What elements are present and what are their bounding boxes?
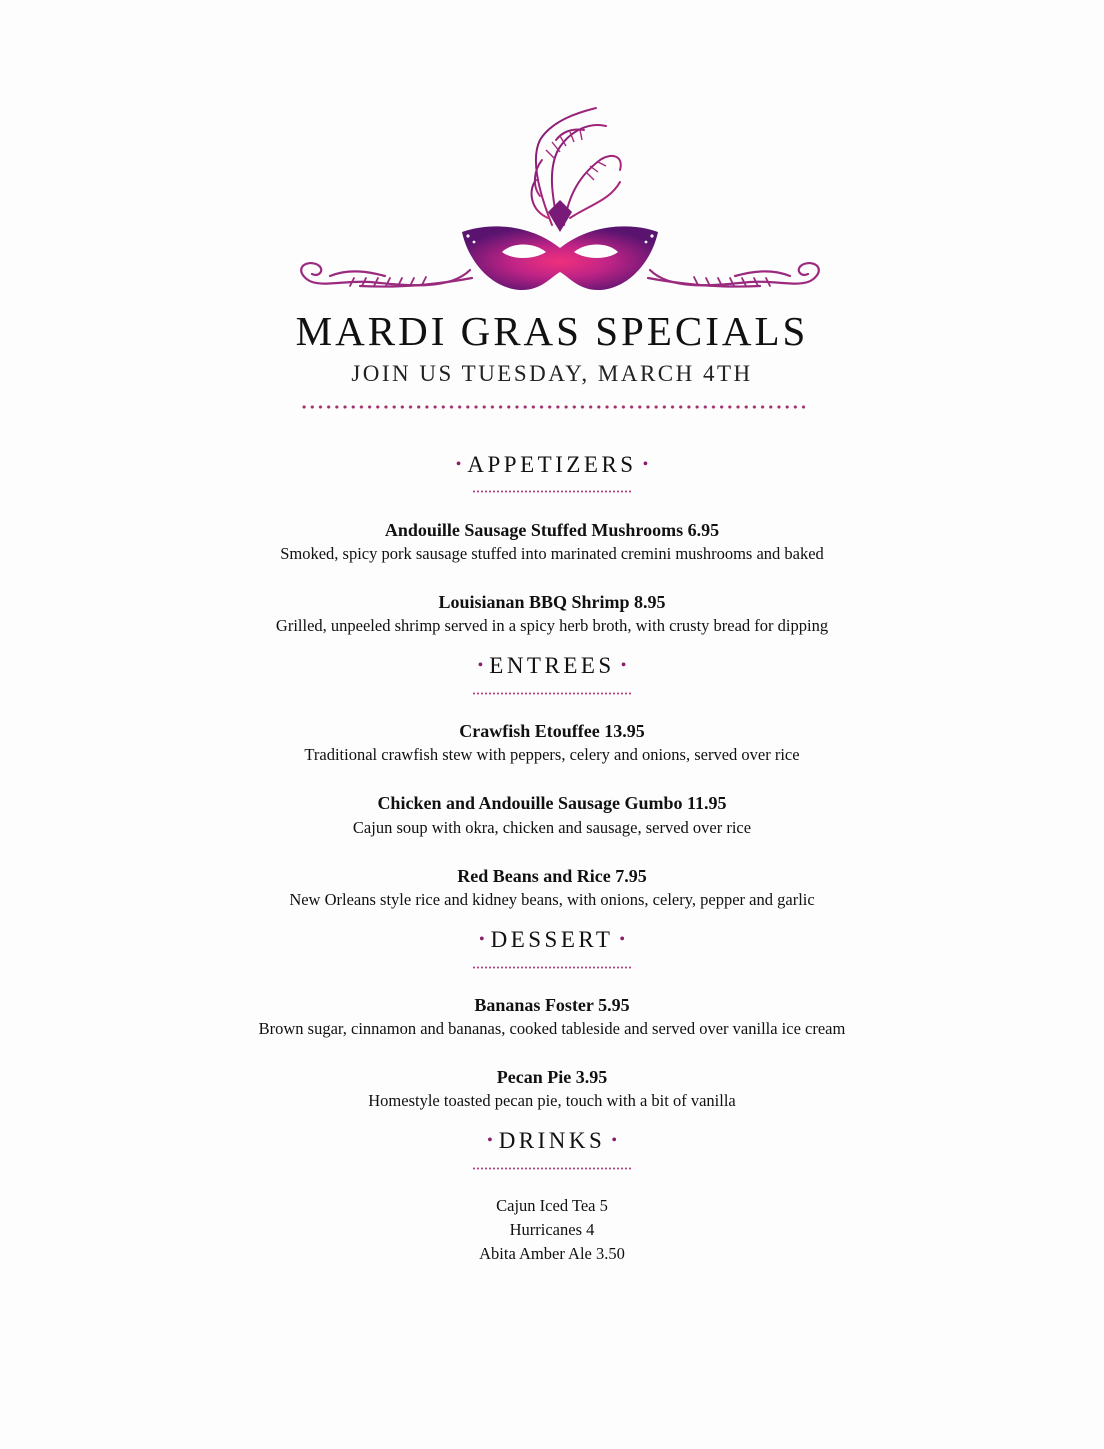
menu-item-desc: New Orleans style rice and kidney beans, with onions, celery, pepper and garlic [289, 890, 815, 909]
menu-item-name: Chicken and Andouille Sausage Gumbo 11.95 [377, 793, 727, 813]
section-title-appetizers: • APPETIZERS • [0, 450, 1104, 480]
menu-item-desc: Smoked, spicy pork sausage stuffed into marinated cremini mushrooms and baked [280, 544, 824, 563]
bullet-icon: • [611, 1132, 617, 1149]
section-divider [472, 692, 632, 695]
page-title: MARDI GRAS SPECIALS [295, 308, 809, 354]
menu-item-desc: Grilled, unpeeled shrimp served in a spicy herb broth, with crusty bread for dipping [275, 616, 829, 635]
page-subtitle: JOIN US TUESDAY, MARCH 4TH [351, 361, 753, 386]
menu-item-desc: Traditional crawfish stew with peppers, celery and onions, served over rice [304, 745, 800, 764]
section-title-entrees: • ENTREES • [0, 651, 1104, 681]
mardi-gras-mask-icon [290, 100, 830, 305]
menu-item-name: Louisianan BBQ Shrimp 8.95 [438, 592, 666, 612]
dotted-divider [300, 405, 805, 409]
drink-item: Cajun Iced Tea 5 [496, 1196, 608, 1215]
drink-item: Abita Amber Ale 3.50 [479, 1244, 625, 1263]
bullet-icon: • [619, 931, 626, 948]
bullet-icon: • [642, 456, 649, 473]
menu-item-name: Pecan Pie 3.95 [496, 1067, 608, 1087]
menu-item-desc: Cajun soup with okra, chicken and sausage, served over rice [352, 818, 752, 837]
section-title-dessert: • DESSERT • [0, 925, 1104, 955]
section-divider [472, 966, 632, 969]
menu-item-name: Red Beans and Rice 7.95 [457, 866, 647, 886]
menu-item-name: Crawfish Etouffee 13.95 [459, 721, 645, 741]
drink-item: Hurricanes 4 [509, 1220, 595, 1239]
section-title-drinks: • DRINKS • [0, 1126, 1104, 1156]
menu-item-name: Bananas Foster 5.95 [474, 995, 630, 1015]
bullet-icon: • [620, 657, 627, 674]
section-divider [472, 490, 632, 493]
section-divider [472, 1167, 632, 1170]
menu-item-name: Andouille Sausage Stuffed Mushrooms 6.95 [384, 520, 720, 540]
menu-item-desc: Homestyle toasted pecan pie, touch with a bit of vanilla [368, 1091, 736, 1110]
menu-item-desc: Brown sugar, cinnamon and bananas, cooked tableside and served over vanilla ice cream [258, 1019, 846, 1038]
bullet-icon: • [455, 456, 462, 473]
bullet-icon: • [478, 931, 485, 948]
bullet-icon: • [477, 657, 484, 674]
bullet-icon: • [487, 1132, 493, 1149]
